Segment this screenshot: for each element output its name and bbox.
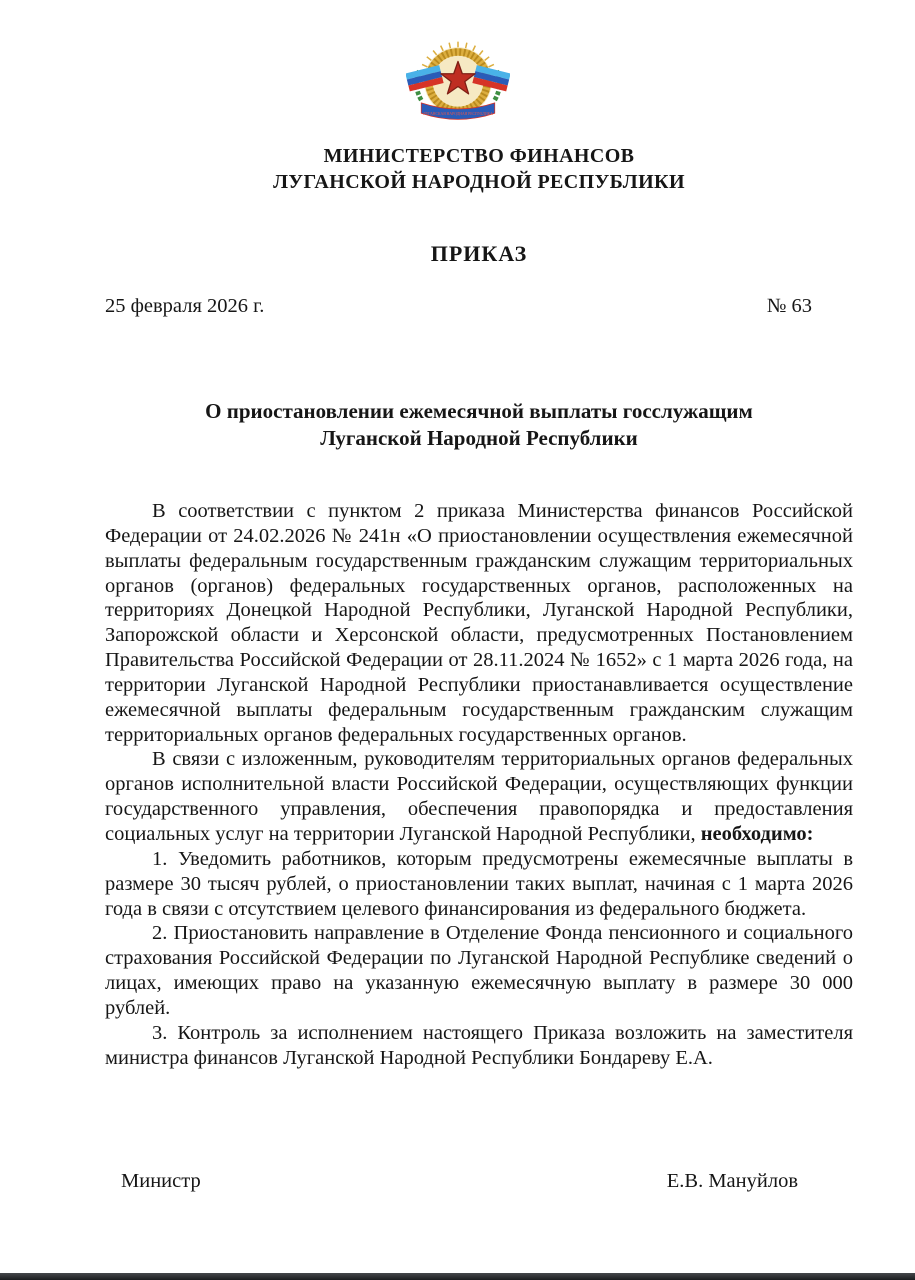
order-item-1: 1. Уведомить работников, которым предусмотрены ежемесячные выплаты в размере 30 тысяч рублей, о приостановлении таких выплат, начиная с 1 марта 2026 года в связи с отсутствием целевого финансирования из федерального бюджета. bbox=[105, 847, 853, 920]
document-body bbox=[105, 499, 853, 1070]
document-content bbox=[105, 143, 853, 1193]
document-date: 25 февраля 2026 г. bbox=[105, 295, 265, 317]
emblem-banner-text: ЛУГАНСКАЯ НАРОДНАЯ РЕСПУБЛИКА bbox=[422, 112, 493, 117]
document-type-heading: ПРИКАЗ bbox=[430, 241, 528, 266]
paragraph-directive-text: В связи с изложенным, руководителям территориальных органов федеральных органов исполнительной власти Российской Федерации, осуществляющих функции государственного управления, обеспечения правопорядка и предоставления социальных услуг на территории Луганской Народной Республики, bbox=[105, 748, 853, 845]
date-number-row bbox=[105, 295, 853, 318]
document-title-line1: О приостановлении ежемесячной выплаты госслужащим bbox=[205, 399, 753, 423]
signature-row bbox=[105, 1170, 853, 1193]
ministry-name-line1: МИНИСТЕРСТВО ФИНАНСОВ bbox=[323, 145, 635, 167]
bottom-edge-bar bbox=[0, 1273, 915, 1280]
signer-position: Министр bbox=[121, 1170, 201, 1193]
order-item-3: 3. Контроль за исполнением настоящего Приказа возложить на заместителя министра финансов Луганской Народной Республики Бондареву Е.А. bbox=[105, 1021, 853, 1069]
emblem-container bbox=[0, 0, 915, 139]
paragraph-directive bbox=[105, 747, 853, 846]
lnr-coat-of-arms-emblem bbox=[406, 36, 510, 134]
document-title bbox=[105, 398, 853, 452]
document-title-line2: Луганской Народной Республики bbox=[320, 426, 638, 450]
paragraph-directive-bold: необходимо: bbox=[700, 822, 814, 845]
order-item-2: 2. Приостановить направление в Отделение Фонда пенсионного и социального страхования Российской Федерации по Луганской Народной Республике сведений о лицах, имеющих право на указанную ежемесячную выплату в размере 30 000 рублей. bbox=[105, 922, 853, 1019]
document-number: № 63 bbox=[766, 295, 812, 317]
ministry-name bbox=[105, 143, 853, 195]
ministry-name-line2: ЛУГАНСКОЙ НАРОДНОЙ РЕСПУБЛИКИ bbox=[273, 171, 685, 193]
paragraph-preamble: В соответствии с пунктом 2 приказа Министерства финансов Российской Федерации от 24.02.2026 № 241н «О приостановлении осуществления ежемесячной выплаты федеральным государственным гражданским служащим территориальных органов (органов) федеральных государственных органов, расположенных на территориях Донецкой Народной Республики, Луганской Народной Республики, Запорожской области и Херсонской области, предусмотренных Постановлением Правительства Российской Федерации от 28.11.2024 № 1652» с 1 марта 2026 года, на территории Луганской Народной Республики приостанавливается осуществление ежемесячной выплаты федеральным государственным гражданским служащим территориальных органов федеральных государственных органов. bbox=[105, 500, 853, 746]
signer-name: Е.В. Мануйлов bbox=[666, 1170, 798, 1193]
